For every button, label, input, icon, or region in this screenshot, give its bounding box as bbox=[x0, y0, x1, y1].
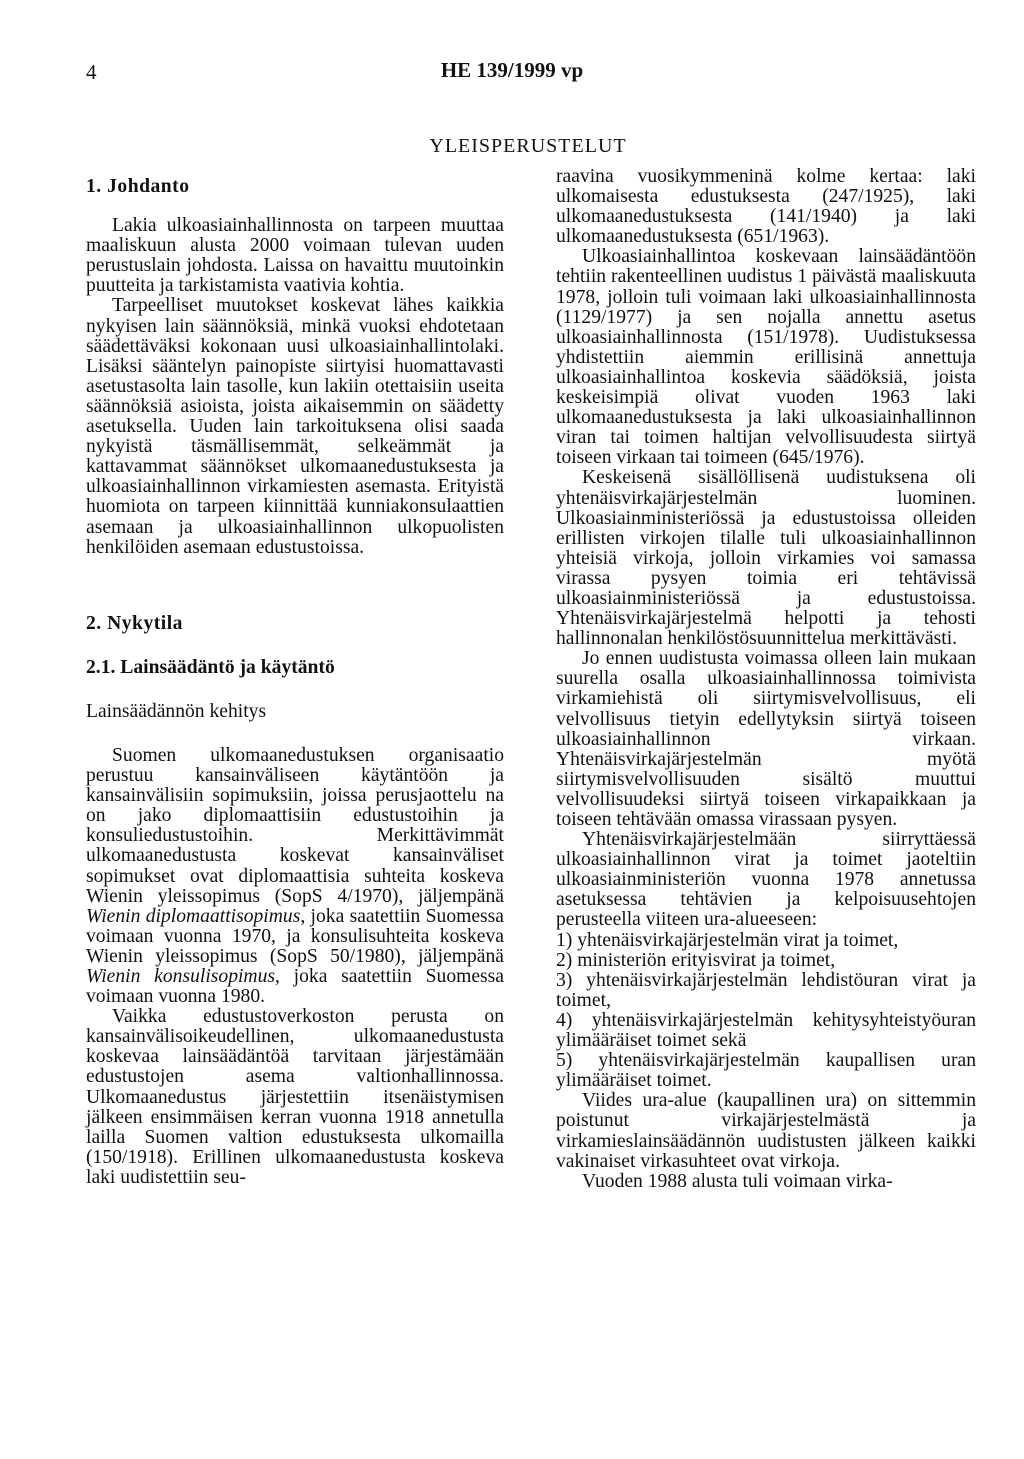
paragraph: Lakia ulkoasiainhallinnosta on tarpeen muuttaa maaliskuun alusta 2000 voimaan tulevan uuden perustuslain johdosta. Laissa on havaittu muutoinkin puutteita ja tarkistamista vaativia kohtia. bbox=[86, 215, 504, 297]
list-item: 1) yhtenäisvirkajärjestelmän virat ja toimet, bbox=[556, 929, 899, 951]
paragraph: Vaikka edustustoverkoston perusta on kansainvälisoikeudellinen, ulkomaanedustusta koskevaa lainsäädäntöä tarvitaan järjestämään edustustojen asema valtionhallinnossa. Ulkomaanedustus järjestettiin itsenäistymisen jälkeen ensimmäisen kerran vuonna 1918 annetulla lailla Suomen valtion edustuksesta ulkomailla (150/1918). Erillinen ulkomaanedustusta koskeva laki uudistettiin seu- bbox=[86, 1006, 504, 1188]
list-item: 4) yhtenäisvirkajärjestelmän kehitysyhteistyöuran ylimääräiset toimet sekä bbox=[556, 1009, 976, 1052]
heading-lainsaadanto: 2.1. Lainsäädäntö ja käytäntö bbox=[86, 656, 335, 678]
paragraph: Tarpeelliset muutokset koskevat lähes kaikkia nykyisen lain säännöksiä, minkä vuoksi ehdotetaan säädettäväksi kokonaan uusi ulkoasiainhallintolaki. Lisäksi sääntelyn painopiste siirtyisi huomattavasti asetustasolta lain tasolle, kun lakiin otettaisiin useita säännöksiä asioista, joista aikaisemmin on säädetty asetuksella. Uuden lain tarkoituksena olisi saada nykyistä täsmällisemmät, selkeämmät ja kattavammat säännökset ulkomaanedustuksesta ja ulkoasiainhallinnon virkamiesten asemasta. Erityistä huomiota on tarpeen kiinnittää kunniakonsulaattien asemaan ja ulkoasiainhallinnon ulkopuolisten henkilöiden asemaan edustustoissa. bbox=[86, 295, 504, 558]
list-item: 2) ministeriön erityisvirat ja toimet, bbox=[556, 949, 836, 971]
heading-johdanto: 1. Johdanto bbox=[86, 176, 190, 197]
paragraph: Keskeisenä sisällöllisenä uudistuksena oli yhtenäisvirkajärjestelmän luominen. Ulkoasiainministeriössä ja edustustoissa olleiden erillisten virkojen tilalle tuli ulkoasiainhallinnon yhteisiä virkoja, jolloin virkamies voi samassa virassa pysyen toimia eri tehtävissä ulkoasiainministeriössä ja edustustoissa. Yhtenäisvirkajärjestelmä helpotti ja tehosti hallinnonalan henkilöstösuunnittelua merkittävästi. bbox=[556, 467, 976, 650]
list-item: 3) yhtenäisvirkajärjestelmän lehdistöuran virat ja toimet, bbox=[556, 969, 976, 1011]
left-column bbox=[86, 177, 504, 1188]
paragraph: Vuoden 1988 alusta tuli voimaan virka- bbox=[582, 1170, 893, 1192]
right-column bbox=[556, 167, 976, 1192]
text: Suomen ulkomaanedustuksen organisaatio perustuu kansainväliseen käytäntöön ja kansainvälisiin sopimuksiin, joissa perusjaottelu na on jako diplomaattisiin edustustoihin ja konsuliedustustoihin. Merkittävimmät ulkomaanedustusta koskevat kansainväliset sopimukset ovat diplomaattisia suhteita koskeva Wienin yleissopimus (SopS 4/1970), jäljempänä bbox=[86, 744, 504, 907]
paragraph: Jo ennen uudistusta voimassa olleen lain mukaan suurella osalla ulkoasiainhallinnossa toimivista virkamiehistä oli siirtymisvelvollisuus, eli velvollisuus tietyin edellytyksin siirtyä toiseen ulkoasiainhallinnon virkaan. Yhtenäisvirkajärjestelmän myötä siirtymisvelvollisuuden sisältö muuttui velvollisuudeksi siirtyä toiseen virkapaikkaan ja toiseen tehtävään omassa virassaan pysyen. bbox=[556, 648, 976, 830]
document-id: HE 139/1999 vp bbox=[440, 58, 584, 82]
section-title: YLEISPERUSTELUT bbox=[429, 135, 627, 157]
paragraph: Yhtenäisvirkajärjestelmään siirryttäessä ulkoasiainhallinnon virat ja toimet jaoteltiin ulkoasiainministeriön vuonna 1978 annetussa asetuksessa tehtävien ja kelpoisuusehtojen perusteella viiteen ura-alueeseen: bbox=[556, 829, 976, 931]
list-item: 5) yhtenäisvirkajärjestelmän kaupallisen uran ylimääräiset toimet. bbox=[556, 1050, 976, 1092]
page-number: 4 bbox=[86, 60, 97, 84]
heading-nykytila: 2. Nykytila bbox=[86, 612, 183, 634]
paragraph: Viides ura-alue (kaupallinen ura) on sittemmin poistunut virkajärjestelmästä ja virkamieslainsäädännön uudistusten jälkeen kaikki vakinaiset virkasuhteet ovat virkoja. bbox=[556, 1090, 976, 1172]
paragraph: raavina vuosikymmeninä kolme kertaa: laki ulkomaisesta edustuksesta (247/1925), laki ulkomaanedustuksesta (141/1940) ja laki ulkomaanedustuksesta (651/1963). bbox=[556, 166, 976, 248]
heading-lainsaadannon-kehitys: Lainsäädännön kehitys bbox=[86, 700, 267, 722]
emphasis: Wienin konsulisopimus bbox=[86, 966, 276, 987]
paragraph: Ulkoasiainhallintoa koskevaan lainsäädäntöön tehtiin rakenteellinen uudistus 1 päivästä maaliskuuta 1978, jolloin tuli voimaan laki ulkoasiainhallinnosta (1129/1977) ja sen nojalla annettu asetus ulkoasiainhallinnosta (151/1978). Uudistuksessa yhdistettiin aiemmin erillisinä annettuja ulkoasiainhallintoa koskevia säädöksiä, joista keskeisimpiä olivat vuoden 1963 laki ulkomaanedustuksesta ja laki ulkoasiainhallinnon viran tai toimen haltijan velvollisuudesta siirtyä toiseen virkaan tai toimeen (645/1976). bbox=[556, 246, 976, 469]
emphasis: Wienin diplomaattisopimus bbox=[86, 905, 301, 927]
text: , joka saatettiin Suomessa voimaan vuonna 1980. bbox=[86, 966, 505, 1008]
text: , joka saatettiin Suomessa voimaan vuonna 1970, ja konsulisuhteita koskeva Wienin yleissopimus (SopS 50/1980), jäljempänä bbox=[86, 905, 505, 967]
paragraph bbox=[86, 746, 504, 1007]
